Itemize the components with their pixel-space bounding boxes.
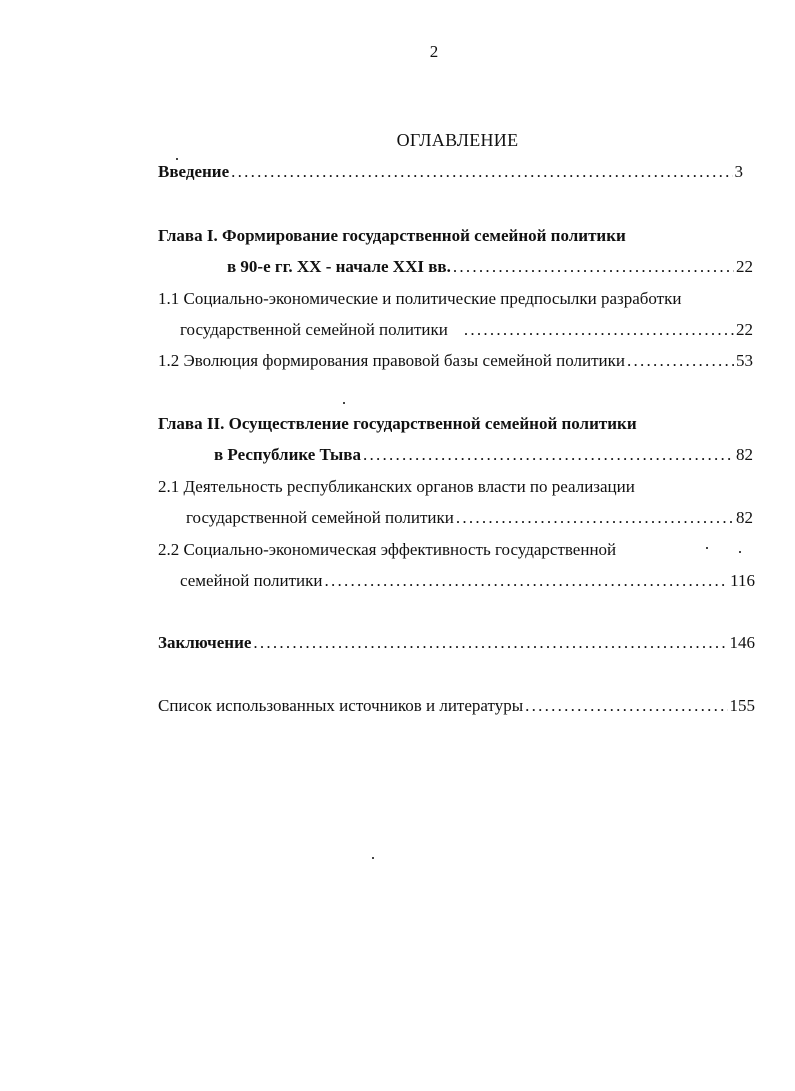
toc-entry-section-2-1[interactable] bbox=[186, 508, 753, 532]
toc-entry-chapter2[interactable] bbox=[214, 445, 753, 469]
dot-leader bbox=[464, 320, 734, 340]
toc-title: ОГЛАВЛЕНИЕ bbox=[396, 130, 519, 150]
dot-leader bbox=[363, 445, 734, 465]
chapter2-heading[interactable]: Глава II. Осуществление государственной семейной политики bbox=[158, 414, 637, 433]
toc-entry-page: 82 bbox=[736, 508, 753, 527]
toc-entry-intro[interactable] bbox=[158, 162, 743, 186]
toc-entry-page: 82 bbox=[736, 445, 753, 464]
dot-leader bbox=[324, 571, 728, 591]
dot-leader bbox=[253, 633, 727, 653]
dot-leader bbox=[453, 257, 734, 277]
dot-leader bbox=[231, 162, 732, 182]
toc-entry-label: Введение bbox=[158, 162, 230, 181]
toc-entry-conclusion[interactable] bbox=[158, 633, 755, 657]
toc-entry-page: 155 bbox=[729, 696, 755, 715]
dot-leader bbox=[525, 696, 727, 716]
toc-entry-section-1-2[interactable] bbox=[158, 351, 753, 375]
section-2-1-heading[interactable]: 2.1 Деятельность республиканских органов власти по реализации bbox=[158, 477, 635, 496]
dot-leader bbox=[456, 508, 734, 528]
toc-entry-section-2-2[interactable] bbox=[180, 571, 755, 595]
toc-entry-page: 22 bbox=[736, 320, 753, 339]
chapter1-heading[interactable]: Глава I. Формирование государственной семейной политики bbox=[158, 226, 626, 245]
scan-speck bbox=[372, 857, 374, 859]
toc-entry-section-1-1[interactable] bbox=[180, 320, 753, 344]
toc-entry-label: в 90-е гг. XX - начале XXI вв. bbox=[227, 257, 451, 276]
section-2-2-heading[interactable]: 2.2 Социально-экономическая эффективность государственной bbox=[158, 540, 617, 559]
toc-entry-label: Список использованных источников и литературы bbox=[158, 696, 524, 715]
toc-entry-bibliography[interactable] bbox=[158, 696, 755, 720]
toc-entry-page: 3 bbox=[734, 162, 743, 181]
scan-speck bbox=[706, 547, 708, 549]
toc-entry-label: государственной семейной политики bbox=[180, 320, 448, 339]
section-1-1-heading[interactable]: 1.1 Социально-экономические и политические предпосылки разработки bbox=[158, 289, 682, 308]
page-number: 2 bbox=[429, 42, 439, 61]
toc-entry-page: 116 bbox=[730, 571, 755, 590]
toc-entry-page: 146 bbox=[729, 633, 755, 652]
toc-entry-label: государственной семейной политики bbox=[186, 508, 454, 527]
toc-entry-label: в Республике Тыва bbox=[214, 445, 361, 464]
toc-entry-page: 22 bbox=[736, 257, 753, 276]
scan-speck bbox=[343, 402, 345, 404]
dot-leader bbox=[627, 351, 734, 371]
scan-speck bbox=[739, 551, 741, 553]
toc-entry-label: Заключение bbox=[158, 633, 252, 652]
scan-speck bbox=[176, 158, 178, 160]
toc-entry-label: семейной политики bbox=[180, 571, 323, 590]
toc-entry-page: 53 bbox=[736, 351, 753, 370]
toc-entry-label: 1.2 Эволюция формирования правовой базы семейной политики bbox=[158, 351, 625, 370]
toc-entry-chapter1[interactable] bbox=[227, 257, 753, 281]
